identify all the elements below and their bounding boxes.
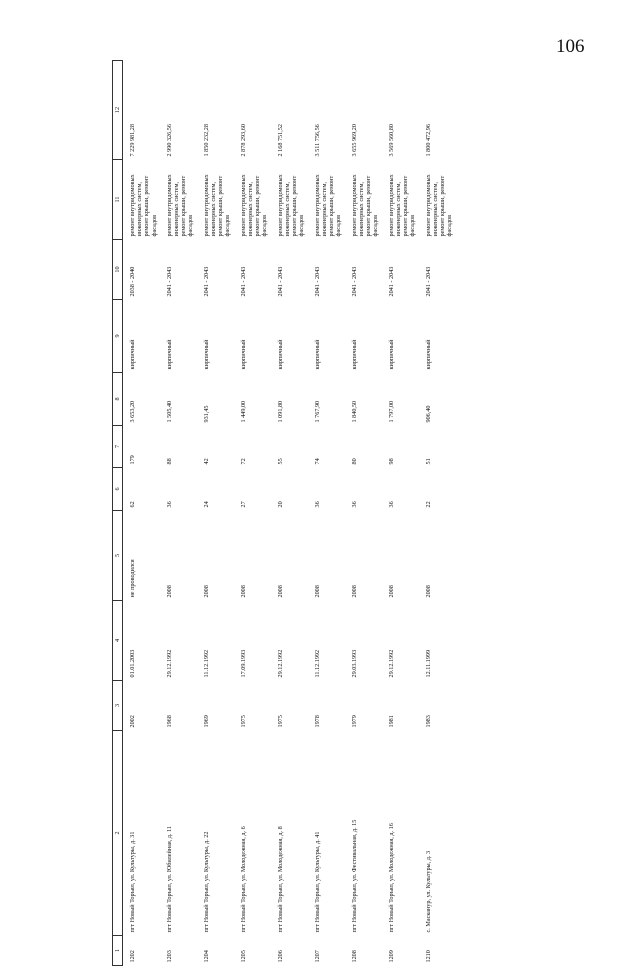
column-header: 4 xyxy=(113,601,123,681)
address-cell: пгт Новый Торъял, ул. Молодежная, д. 16 xyxy=(387,823,395,933)
column-header: 3 xyxy=(113,681,123,731)
address-cell: пгт Новый Торъял, ул. Молодежная, д. 8 xyxy=(276,826,284,933)
cost-cell: 2 168 751,52 xyxy=(276,124,284,157)
cost-cell: 7 229 981,28 xyxy=(129,124,137,157)
year-built-cell: 1975 xyxy=(276,715,284,728)
wall-material-cell: кирпичный xyxy=(350,339,358,370)
commission-date-cell: 29.12.1992 xyxy=(387,649,395,678)
repair-period-cell: 2041 - 2043 xyxy=(239,266,247,297)
table-row xyxy=(160,61,197,966)
works-cell: ремонт внутридомовых инженерных систем, ремонт крыши, ремонт фасадов xyxy=(276,174,305,237)
works-cell: ремонт внутридомовых инженерных систем, ремонт крыши, ремонт фасадов xyxy=(202,174,231,237)
year-built-cell: 1981 xyxy=(387,715,395,728)
area-cell: 906,40 xyxy=(424,405,432,423)
header-row xyxy=(113,61,123,966)
commission-date-cell: 11.12.1992 xyxy=(313,649,321,678)
row-number: 1205 xyxy=(239,950,247,963)
row-number: 1210 xyxy=(424,950,432,963)
commission-date-cell: 11.12.1992 xyxy=(202,649,210,678)
row-number: 1209 xyxy=(387,950,395,963)
year-built-cell: 1979 xyxy=(350,715,358,728)
table-row xyxy=(123,61,160,966)
year-built-cell: 1969 xyxy=(202,715,210,728)
col6-cell: 36 xyxy=(165,501,173,508)
col7-cell: 72 xyxy=(239,458,247,465)
area-cell: 1 091,80 xyxy=(276,400,284,423)
column-header: 11 xyxy=(113,160,123,240)
commission-date-cell: 29.03.1993 xyxy=(350,649,358,678)
col6-cell: 36 xyxy=(350,501,358,508)
wall-material-cell: кирпичный xyxy=(202,339,210,370)
last-repair-cell: 2008 xyxy=(350,585,358,598)
col7-cell: 51 xyxy=(424,458,432,465)
table-row xyxy=(345,61,382,966)
last-repair-cell: 2008 xyxy=(387,585,395,598)
area-cell: 1 797,00 xyxy=(387,400,395,423)
col6-cell: 24 xyxy=(202,501,210,508)
row-number: 1204 xyxy=(202,950,210,963)
works-cell: ремонт внутридомовых инженерных систем, ремонт крыши, ремонт фасадов xyxy=(350,174,379,237)
commission-date-cell: 29.12.1992 xyxy=(276,649,284,678)
wall-material-cell: кирпичный xyxy=(387,339,395,370)
column-header: 7 xyxy=(113,426,123,468)
col7-cell: 55 xyxy=(276,458,284,465)
column-header: 9 xyxy=(113,300,123,373)
cost-cell: 1 850 232,28 xyxy=(202,124,210,157)
address-cell: пгт Новый Торъял, ул. Молодежная, д. 6 xyxy=(239,826,247,933)
table-container xyxy=(112,61,531,966)
cost-cell: 3 569 560,80 xyxy=(387,124,395,157)
cost-cell: 2 990 326,56 xyxy=(165,124,173,157)
year-built-cell: 1983 xyxy=(424,715,432,728)
column-header: 5 xyxy=(113,511,123,601)
year-built-cell: 2002 xyxy=(129,715,137,728)
area-cell: 931,45 xyxy=(202,405,210,423)
column-header: 12 xyxy=(113,61,123,160)
last-repair-cell: 2008 xyxy=(202,585,210,598)
works-cell: ремонт внутридомовых инженерных систем, ремонт крыши, ремонт фасадов xyxy=(424,174,453,237)
col6-cell: 36 xyxy=(387,501,395,508)
commission-date-cell: 12.11.1999 xyxy=(424,649,432,678)
commission-date-cell: 01.01.2003 xyxy=(129,649,137,678)
repair-period-cell: 2041 - 2043 xyxy=(202,266,210,297)
col7-cell: 42 xyxy=(202,458,210,465)
year-built-cell: 1968 xyxy=(165,715,173,728)
commission-date-cell: 29.12.1992 xyxy=(165,649,173,678)
row-number: 1208 xyxy=(350,950,358,963)
address-cell: пгт Новый Торъял, ул. Культуры, д. 41 xyxy=(313,831,321,933)
last-repair-cell: не проводился xyxy=(129,559,137,598)
table-row xyxy=(271,61,308,966)
address-cell: с. Масканур, ул. Культуры, д. 3 xyxy=(424,850,432,933)
works-cell: ремонт внутридомовых инженерных систем, ремонт крыши, ремонт фасадов xyxy=(165,174,194,237)
area-cell: 1 505,40 xyxy=(165,400,173,423)
table-body xyxy=(123,61,456,966)
address-cell: пгт Новый Торъял, ул. Юбилейная, д. 11 xyxy=(165,826,173,933)
housing-repair-table xyxy=(112,60,456,966)
repair-period-cell: 2038 - 2040 xyxy=(129,266,137,297)
col7-cell: 80 xyxy=(350,458,358,465)
col7-cell: 88 xyxy=(165,458,173,465)
area-cell: 1 767,90 xyxy=(313,400,321,423)
table-row xyxy=(382,61,419,966)
last-repair-cell: 2008 xyxy=(239,585,247,598)
wall-material-cell: кирпичный xyxy=(424,339,432,370)
works-cell: ремонт внутридомовых инженерных систем, ремонт крыши, ремонт фасадов xyxy=(239,174,268,237)
column-header: 10 xyxy=(113,240,123,300)
col6-cell: 27 xyxy=(239,501,247,508)
table-row xyxy=(234,61,271,966)
wall-material-cell: кирпичный xyxy=(165,339,173,370)
last-repair-cell: 2008 xyxy=(313,585,321,598)
row-number: 1203 xyxy=(165,950,173,963)
wall-material-cell: кирпичный xyxy=(239,339,247,370)
commission-date-cell: 17.09.1993 xyxy=(239,649,247,678)
repair-period-cell: 2041 - 2043 xyxy=(276,266,284,297)
table-row xyxy=(419,61,456,966)
column-header: 1 xyxy=(113,936,123,966)
works-cell: ремонт внутридомовых инженерных систем, ремонт крыши, ремонт фасадов xyxy=(313,174,342,237)
repair-period-cell: 2041 - 2043 xyxy=(165,266,173,297)
col6-cell: 20 xyxy=(276,501,284,508)
works-cell: ремонт внутридомовых инженерных систем, ремонт крыши, ремонт фасадов xyxy=(129,174,158,237)
cost-cell: 3 655 969,20 xyxy=(350,124,358,157)
year-built-cell: 1978 xyxy=(313,715,321,728)
row-number: 1207 xyxy=(313,950,321,963)
repair-period-cell: 2041 - 2043 xyxy=(387,266,395,297)
col7-cell: 98 xyxy=(387,458,395,465)
page-number: 106 xyxy=(556,36,585,57)
col6-cell: 22 xyxy=(424,501,432,508)
repair-period-cell: 2041 - 2043 xyxy=(313,266,321,297)
repair-period-cell: 2041 - 2043 xyxy=(424,266,432,297)
column-header: 2 xyxy=(113,731,123,936)
table-row xyxy=(197,61,234,966)
column-header: 6 xyxy=(113,468,123,511)
column-header: 8 xyxy=(113,373,123,426)
wall-material-cell: кирпичный xyxy=(313,339,321,370)
area-cell: 1 449,00 xyxy=(239,400,247,423)
last-repair-cell: 2008 xyxy=(165,585,173,598)
last-repair-cell: 2008 xyxy=(424,585,432,598)
repair-period-cell: 2041 - 2043 xyxy=(350,266,358,297)
col7-cell: 74 xyxy=(313,458,321,465)
col6-cell: 36 xyxy=(313,501,321,508)
col6-cell: 62 xyxy=(129,501,137,508)
last-repair-cell: 2008 xyxy=(276,585,284,598)
row-number: 1202 xyxy=(129,950,137,963)
table-row xyxy=(308,61,345,966)
col7-cell: 179 xyxy=(129,455,137,465)
area-cell: 3 653,20 xyxy=(129,400,137,423)
address-cell: пгт Новый Торъял, ул. Культуры, д. 22 xyxy=(202,831,210,933)
year-built-cell: 1975 xyxy=(239,715,247,728)
wall-material-cell: кирпичный xyxy=(276,339,284,370)
cost-cell: 3 511 756,56 xyxy=(313,124,321,157)
cost-cell: 1 800 472,96 xyxy=(424,124,432,157)
cost-cell: 2 878 293,60 xyxy=(239,124,247,157)
wall-material-cell: кирпичный xyxy=(129,339,137,370)
area-cell: 1 840,50 xyxy=(350,400,358,423)
row-number: 1206 xyxy=(276,950,284,963)
address-cell: пгт Новый Торъял, ул. Культуры, д. 31 xyxy=(129,831,137,933)
works-cell: ремонт внутридомовых инженерных систем, ремонт крыши, ремонт фасадов xyxy=(387,174,416,237)
address-cell: пгт Новый Торъял, ул. Фестивальная, д. 15 xyxy=(350,819,358,933)
